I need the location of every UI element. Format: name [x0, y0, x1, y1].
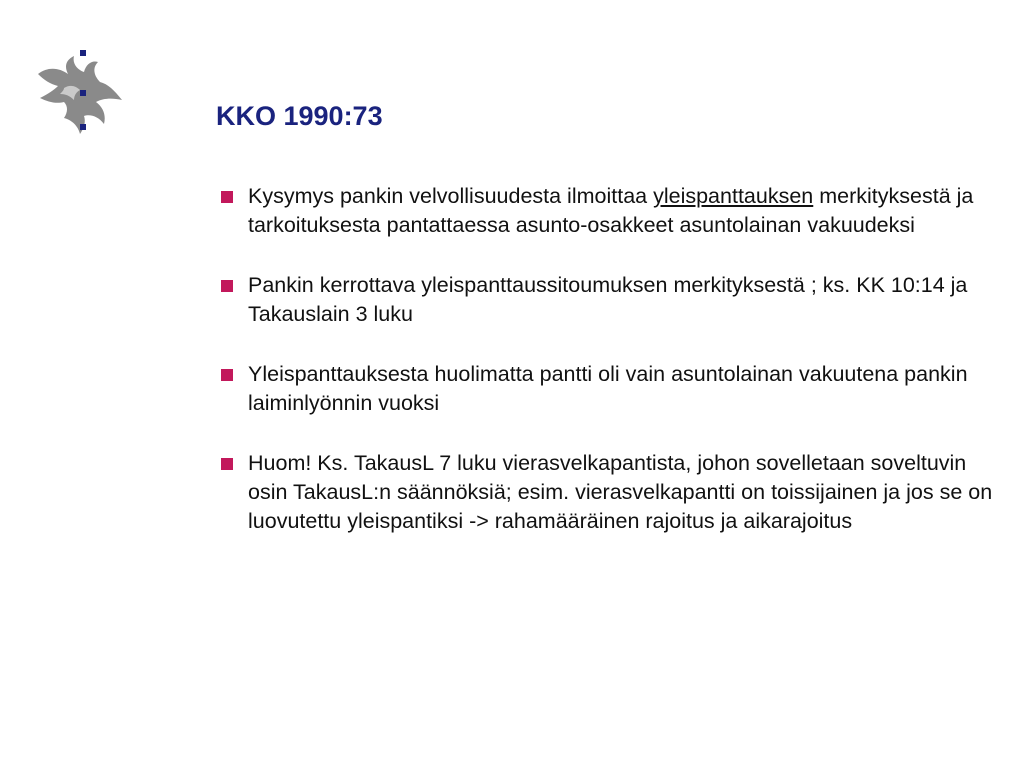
square-bullet-icon [221, 280, 233, 292]
bullet-item [216, 182, 1006, 240]
yleispanttauksen-link[interactable]: yleispanttauksen [653, 184, 814, 208]
bullet-item [216, 271, 1006, 329]
square-bullet-icon [221, 369, 233, 381]
bullet-text: Pankin kerrottava yleispanttaussitoumuksen merkityksestä ; ks. KK 10:14 ja Takauslain 3 luku [248, 273, 968, 326]
square-bullet-icon [221, 458, 233, 470]
bullet-item [216, 360, 1006, 418]
bullet-item [216, 449, 1006, 536]
square-bullet-icon [221, 191, 233, 203]
bullet-text: merkityksestä ja tarkoituksesta pantattaessa asunto-osakkeet asuntolainan vakuudeksi [248, 184, 974, 237]
bullet-text: Huom! Ks. TakausL 7 luku vierasvelkapantista, johon sovelletaan soveltuvin osin TakausL:n säännöksiä; esim. vierasvelkapantti on toissijainen ja jos se on luovutettu yleispantiksi -> rahamääräinen rajoitus ja aikarajoitus [248, 451, 993, 533]
bullet-text: Yleispanttauksesta huolimatta pantti oli vain asuntolainan vakuutena pankin laiminlyönnin vuoksi [248, 362, 968, 415]
flame-logo-icon [34, 44, 130, 140]
slide-title: KKO 1990:73 [216, 101, 383, 131]
bullet-text: Kysymys pankin velvollisuudesta ilmoittaa [248, 184, 654, 208]
bullet-list [216, 182, 1006, 567]
